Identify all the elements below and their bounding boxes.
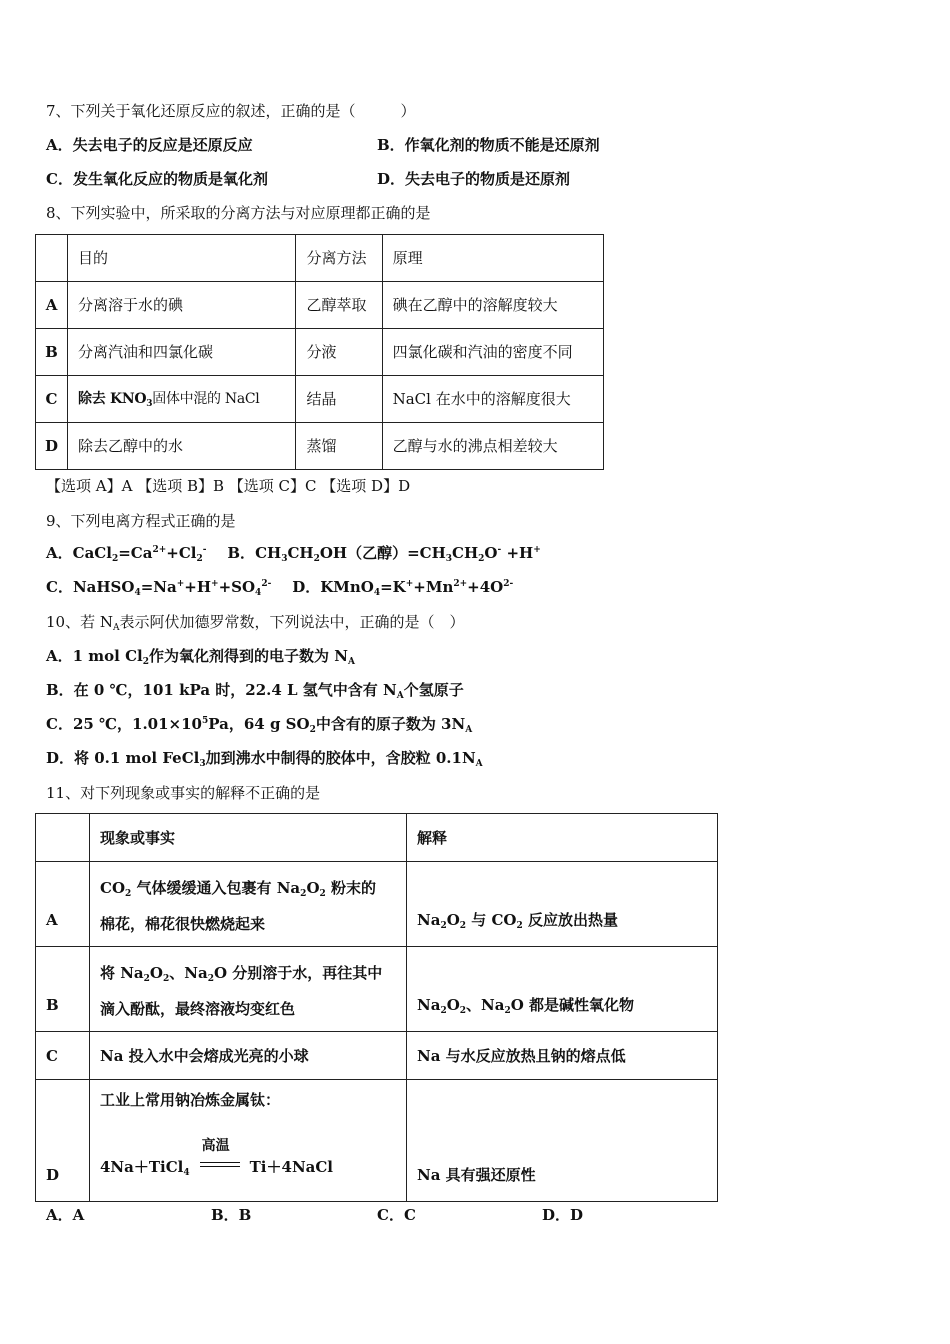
q7-option-a[interactable]: A．失去电子的反应是还原反应	[46, 136, 253, 154]
row-phenomenon: 工业上常用钠冶炼金属钛： 4Na＋TiCl$_4$ 高温 Ti＋4NaCl	[90, 1080, 407, 1202]
q11-option-b[interactable]: B．B	[211, 1206, 252, 1224]
header-cell	[36, 814, 90, 862]
row-purpose: 分离汽油和四氯化碳	[68, 329, 296, 376]
row-phenomenon: Na 投入水中会熔成光亮的小球	[90, 1032, 407, 1080]
table-row	[36, 1080, 718, 1202]
table-row	[36, 1032, 718, 1080]
header-cell	[36, 235, 68, 282]
row-label: D	[36, 1080, 90, 1202]
q10-option-c[interactable]: C．25 ℃，$1.01\times 10^5Pa$，64 g $SO_2$中含有的原子数为 $3N_A$	[46, 715, 473, 735]
row-purpose: 除去乙醇中的水	[68, 423, 296, 470]
q10-option-d[interactable]: D．将 0.1 mol FeCl$_3$加到沸水中制得的胶体中，含胶粒 $0.1N_A$	[46, 749, 483, 769]
q7-option-c[interactable]: C．发生氧化反应的物质是氧化剂	[46, 170, 268, 188]
q10-option-a[interactable]: A．1 mol $Cl_2$作为氧化剂得到的电子数为 $N_A$	[46, 647, 355, 667]
q11-stem: 11、对下列现象或事实的解释不正确的是	[46, 784, 321, 802]
q11-option-d[interactable]: D．D	[542, 1206, 584, 1224]
row-purpose: 分离溶于水的碘	[68, 282, 296, 329]
row-explanation: $Na_2O_2$ 与 $CO_2$ 反应放出热量	[407, 862, 718, 947]
row-principle: NaCl 在水中的溶解度很大	[382, 376, 603, 423]
q9-options-ab[interactable]: A．$CaCl_2=Ca^{2+}+Cl_2^-$ B．$CH_3CH_2OH$（乙醇）$=CH_3CH_2O^- +H^+$	[46, 544, 541, 564]
row-label: D	[36, 423, 68, 470]
q8-options[interactable]: 【选项 A】A 【选项 B】B 【选项 C】C 【选项 D】D	[46, 477, 411, 495]
row-purpose: 除去 $KNO_3$固体中混的 NaCl	[68, 376, 296, 423]
q11-table	[35, 813, 718, 1202]
table-header-row	[36, 814, 718, 862]
row-label: B	[36, 947, 90, 1032]
reaction-arrow: 高温	[200, 1150, 240, 1176]
row-label: A	[36, 282, 68, 329]
header-principle: 原理	[382, 235, 603, 282]
q9-stem: 9、下列电离方程式正确的是	[46, 512, 236, 530]
row-phenomenon: $CO_2$ 气体缓缓通入包裹有 $Na_2O_2$ 粉末的 棉花，棉花很快燃烧起来	[90, 862, 407, 947]
row-explanation: Na 与水反应放热且钠的熔点低	[407, 1032, 718, 1080]
q7-option-b[interactable]: B．作氧化剂的物质不能是还原剂	[377, 136, 600, 154]
table-row	[36, 329, 604, 376]
row-principle: 乙醇与水的沸点相差较大	[382, 423, 603, 470]
q8-table	[35, 234, 604, 470]
header-phenomenon: 现象或事实	[90, 814, 407, 862]
row-explanation: Na 具有强还原性	[407, 1080, 718, 1202]
q7-option-d[interactable]: D．失去电子的物质是还原剂	[377, 170, 571, 188]
table-row	[36, 423, 604, 470]
table-row	[36, 947, 718, 1032]
row-principle: 碘在乙醇中的溶解度较大	[382, 282, 603, 329]
row-label: C	[36, 1032, 90, 1080]
q11-option-c[interactable]: C．C	[377, 1206, 416, 1224]
table-header-row	[36, 235, 604, 282]
q10-option-b[interactable]: B．在 0 ℃，101 kPa 时，22.4 L 氢气中含有 $N_A$个氢原子	[46, 681, 464, 701]
row-phenomenon: 将 $Na_2O_2$、$Na_2O$ 分别溶于水，再往其中 滴入酚酞，最终溶液均变红色	[90, 947, 407, 1032]
header-method: 分离方法	[296, 235, 382, 282]
row-label: C	[36, 376, 68, 423]
row-label: B	[36, 329, 68, 376]
q9-options-cd[interactable]: C．$NaHSO_4=Na^++H^++SO_4^{2-}$ D．$KMnO_4=K^++Mn^{2+}+4O^{2-}$	[46, 578, 514, 598]
table-row	[36, 282, 604, 329]
row-method: 蒸馏	[296, 423, 382, 470]
row-explanation: $Na_2O_2$、$Na_2O$ 都是碱性氧化物	[407, 947, 718, 1032]
q10-stem: 10、若 $N_A$表示阿伏加德罗常数，下列说法中，正确的是（ ）	[46, 613, 465, 633]
table-row	[36, 862, 718, 947]
header-explanation: 解释	[407, 814, 718, 862]
header-purpose: 目的	[68, 235, 296, 282]
row-method: 乙醇萃取	[296, 282, 382, 329]
table-row	[36, 376, 604, 423]
q7-stem: 7、下列关于氧化还原反应的叙述，正确的是（ ）	[46, 102, 416, 120]
row-method: 结晶	[296, 376, 382, 423]
row-method: 分液	[296, 329, 382, 376]
q11-option-a[interactable]: A．A	[46, 1206, 85, 1224]
row-label: A	[36, 862, 90, 947]
q8-stem: 8、下列实验中，所采取的分离方法与对应原理都正确的是	[46, 204, 431, 222]
row-principle: 四氯化碳和汽油的密度不同	[382, 329, 603, 376]
